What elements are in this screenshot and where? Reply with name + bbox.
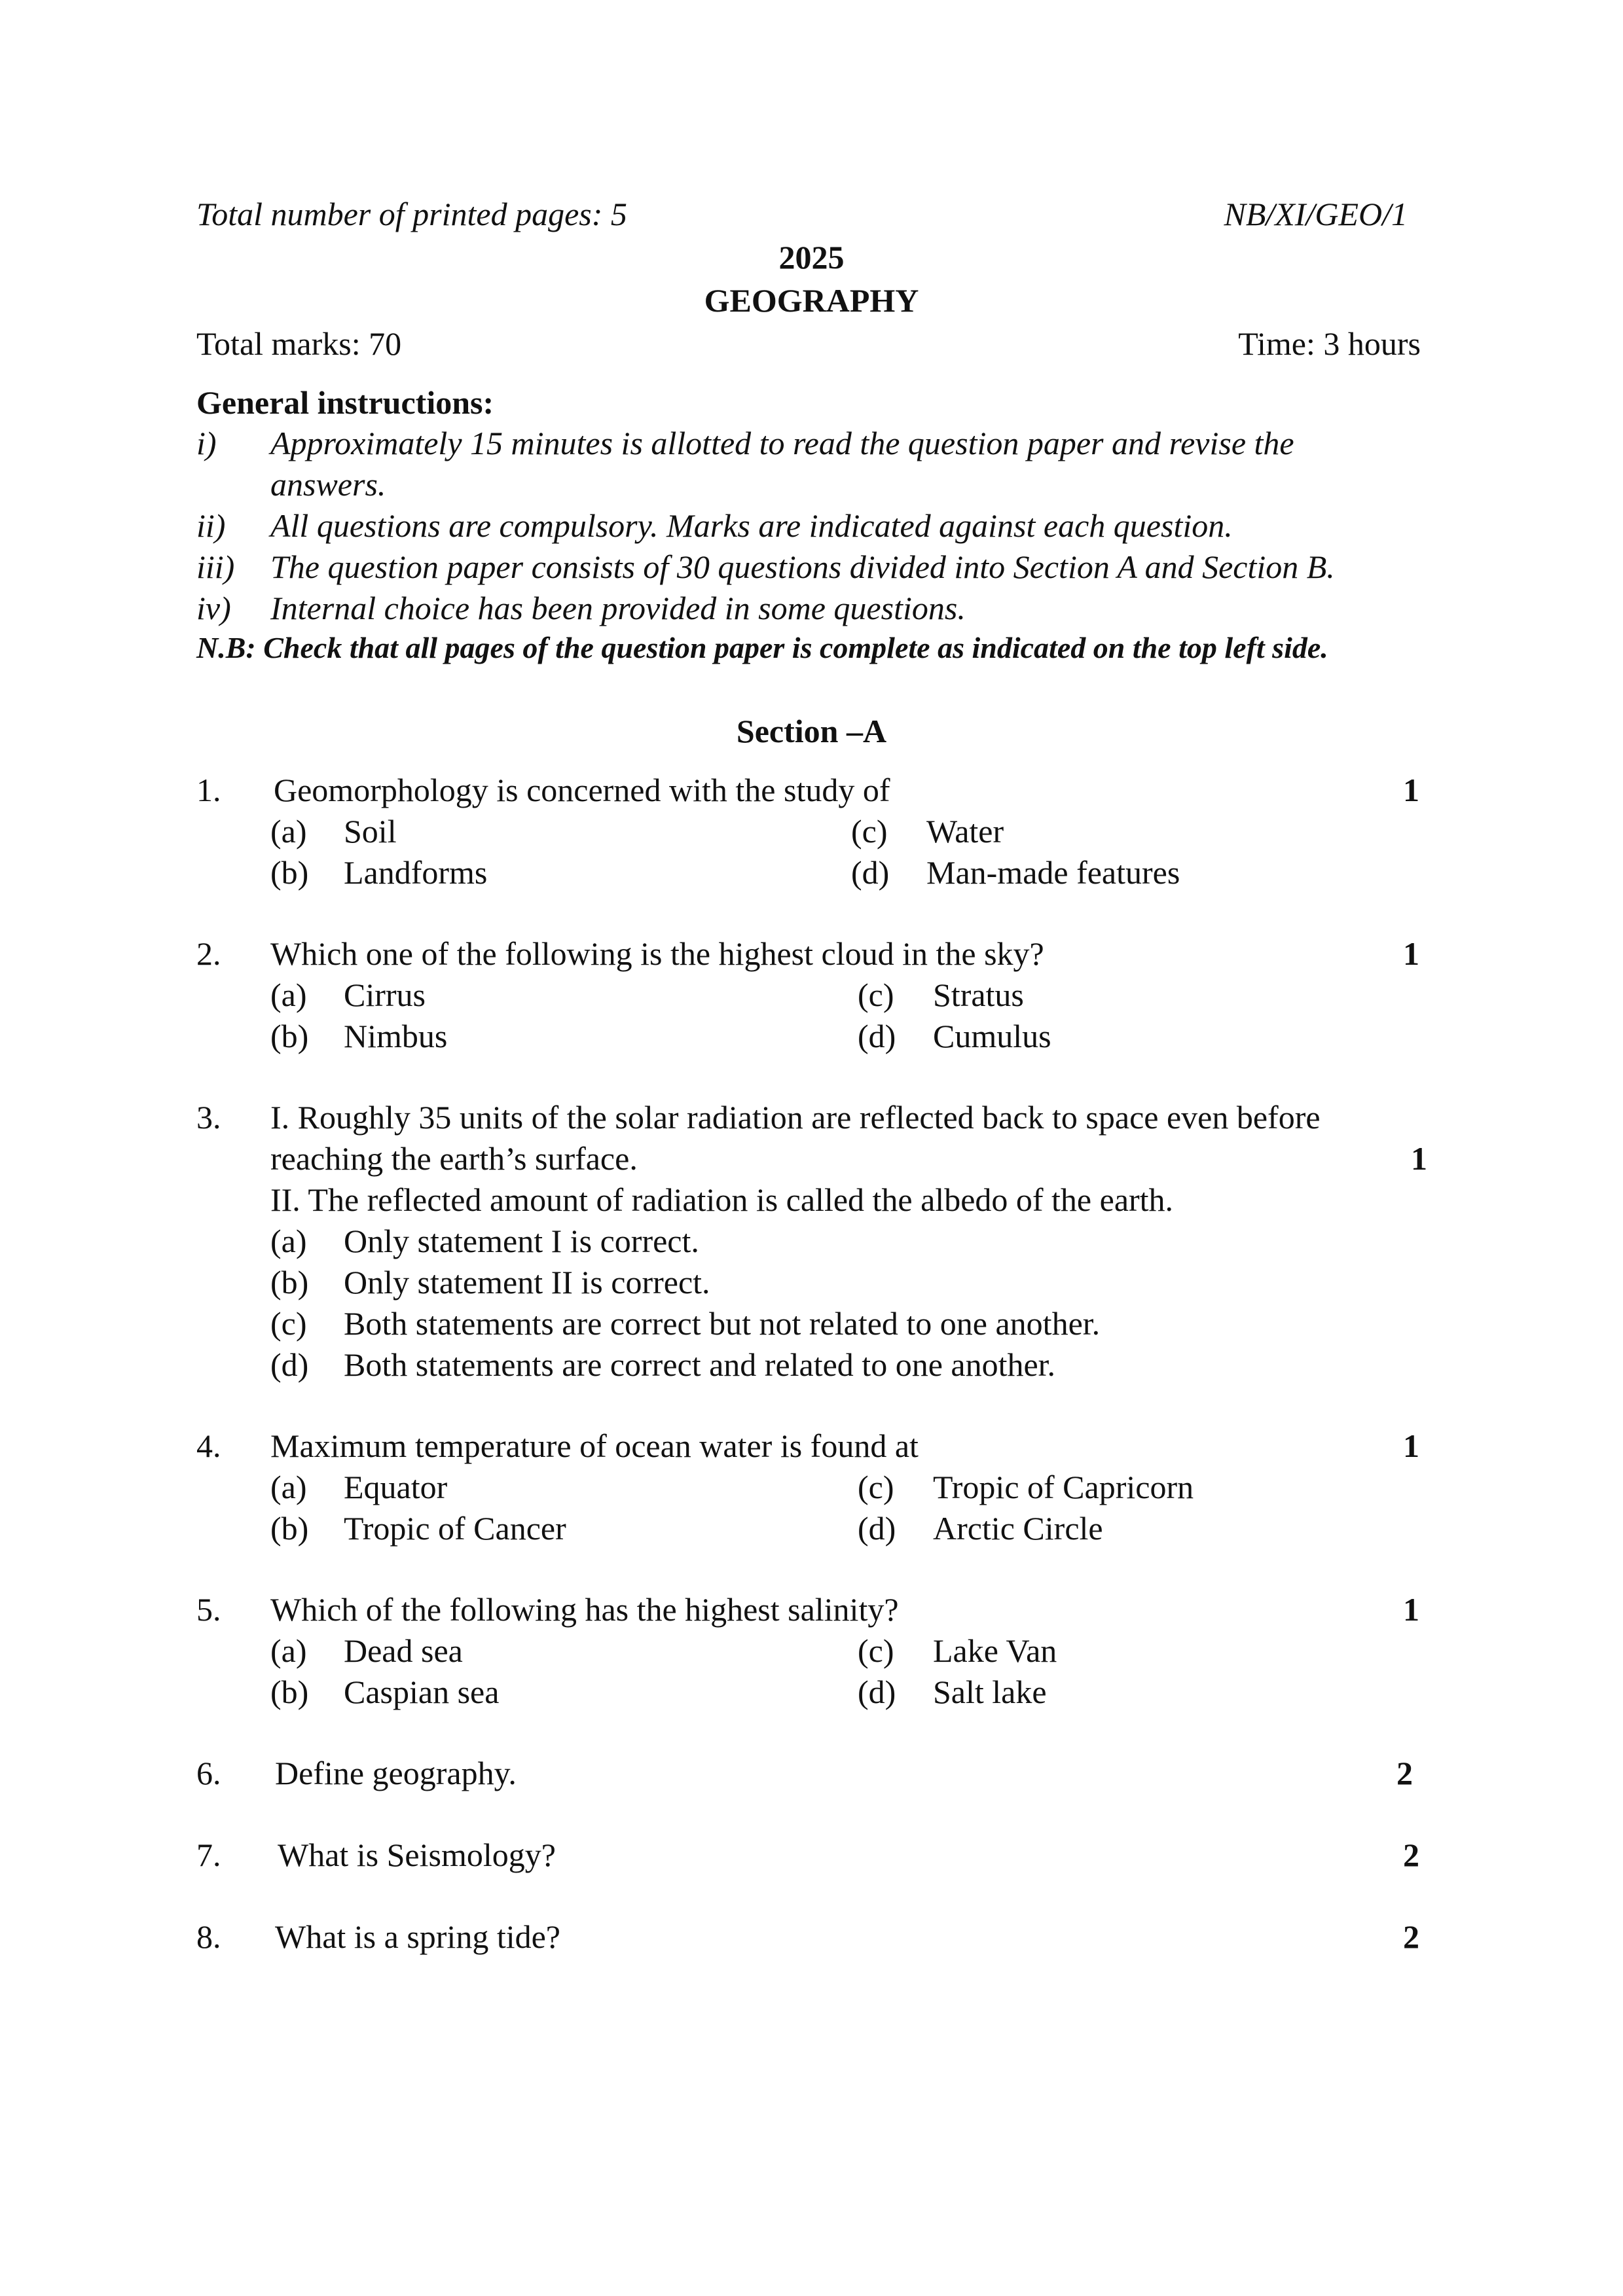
option-text: Man-made features [926,854,1180,891]
option-label: (c) [270,1305,307,1342]
question-number: 1. [196,772,221,808]
question-number: 3. [196,1099,221,1136]
question-number: 7. [196,1837,221,1873]
instruction-num: iv) [196,590,231,626]
question-text-statement-2: II. The reflected amount of radiation is called the albedo of the earth. [270,1181,1174,1218]
question-text-cont: reaching the earth’s surface. [270,1140,638,1177]
question-marks: 1 [1411,1140,1427,1177]
option-text: Equator [344,1469,448,1505]
question-number: 5. [196,1591,221,1628]
option-text: Cumulus [933,1018,1051,1054]
instruction-num: ii) [196,507,226,544]
option-text: Landforms [344,854,488,891]
option-text: Both statements are correct but not related to one another. [344,1305,1101,1342]
option-label: (d) [858,1018,896,1054]
question-marks: 2 [1403,1918,1419,1955]
paper-code: NB/XI/GEO/1 [1224,196,1408,232]
option-text: Caspian sea [344,1674,500,1710]
question-text: I. Roughly 35 units of the solar radiation are reflected back to space even before [270,1099,1321,1136]
question-text: What is a spring tide? [275,1918,560,1955]
option-text: Lake Van [933,1632,1057,1669]
instruction-text: The question paper consists of 30 questions divided into Section A and Section B. [270,548,1335,585]
total-marks: Total marks: 70 [196,325,402,362]
question-text: Geomorphology is concerned with the study of [274,772,890,808]
question-number: 2. [196,935,221,972]
option-text: Only statement II is correct. [344,1264,710,1300]
option-text: Stratus [933,977,1024,1013]
question-marks: 1 [1403,772,1419,808]
question-marks: 2 [1403,1837,1419,1873]
option-text: Both statements are correct and related to one another. [344,1346,1056,1383]
option-text: Tropic of Cancer [344,1510,566,1547]
option-label: (a) [270,1469,307,1505]
option-label: (d) [858,1510,896,1547]
option-label: (a) [270,1223,307,1259]
option-label: (d) [851,854,890,891]
option-label: (a) [270,977,307,1013]
option-text: Water [926,813,1004,850]
option-label: (b) [270,1018,309,1054]
option-label: (c) [858,1469,894,1505]
question-marks: 1 [1403,1591,1419,1628]
option-label: (b) [270,1510,309,1547]
option-label: (b) [270,854,309,891]
option-text: Cirrus [344,977,426,1013]
option-label: (b) [270,1674,309,1710]
option-text: Salt lake [933,1674,1047,1710]
question-number: 8. [196,1918,221,1955]
option-text: Soil [344,813,397,850]
question-number: 4. [196,1427,221,1464]
option-label: (d) [270,1346,309,1383]
question-marks: 2 [1396,1755,1413,1791]
instruction-num: i) [196,425,217,461]
instruction-text: All questions are compulsory. Marks are indicated against each question. [270,507,1233,544]
option-label: (a) [270,1632,307,1669]
question-text: What is Seismology? [278,1837,556,1873]
question-marks: 1 [1403,1427,1419,1464]
option-label: (c) [858,1632,894,1669]
question-marks: 1 [1403,935,1419,972]
question-text: Which one of the following is the highest cloud in the sky? [270,935,1044,972]
printed-pages-note: Total number of printed pages: 5 [196,196,627,232]
instruction-text-cont: answers. [270,466,386,503]
option-text: Tropic of Capricorn [933,1469,1194,1505]
option-label: (d) [858,1674,896,1710]
instruction-num: iii) [196,548,235,585]
section-title: Section –A [736,713,887,749]
option-text: Only statement I is correct. [344,1223,699,1259]
question-text: Define geography. [275,1755,517,1791]
time-allowed: Time: 3 hours [1238,325,1421,362]
instruction-text: Approximately 15 minutes is allotted to read the question paper and revise the [270,425,1294,461]
subject-title: GEOGRAPHY [704,282,919,319]
option-label: (c) [858,977,894,1013]
option-label: (c) [851,813,888,850]
exam-year: 2025 [778,239,845,276]
nb-note: N.B: Check that all pages of the question paper is complete as indicated on the top left side. [196,631,1328,664]
question-text: Maximum temperature of ocean water is found at [270,1427,919,1464]
option-label: (a) [270,813,307,850]
option-text: Nimbus [344,1018,448,1054]
option-label: (b) [270,1264,309,1300]
option-text: Arctic Circle [933,1510,1103,1547]
instructions-title: General instructions: [196,384,494,421]
option-text: Dead sea [344,1632,463,1669]
question-number: 6. [196,1755,221,1791]
question-text: Which of the following has the highest salinity? [270,1591,899,1628]
instruction-text: Internal choice has been provided in some questions. [270,590,966,626]
